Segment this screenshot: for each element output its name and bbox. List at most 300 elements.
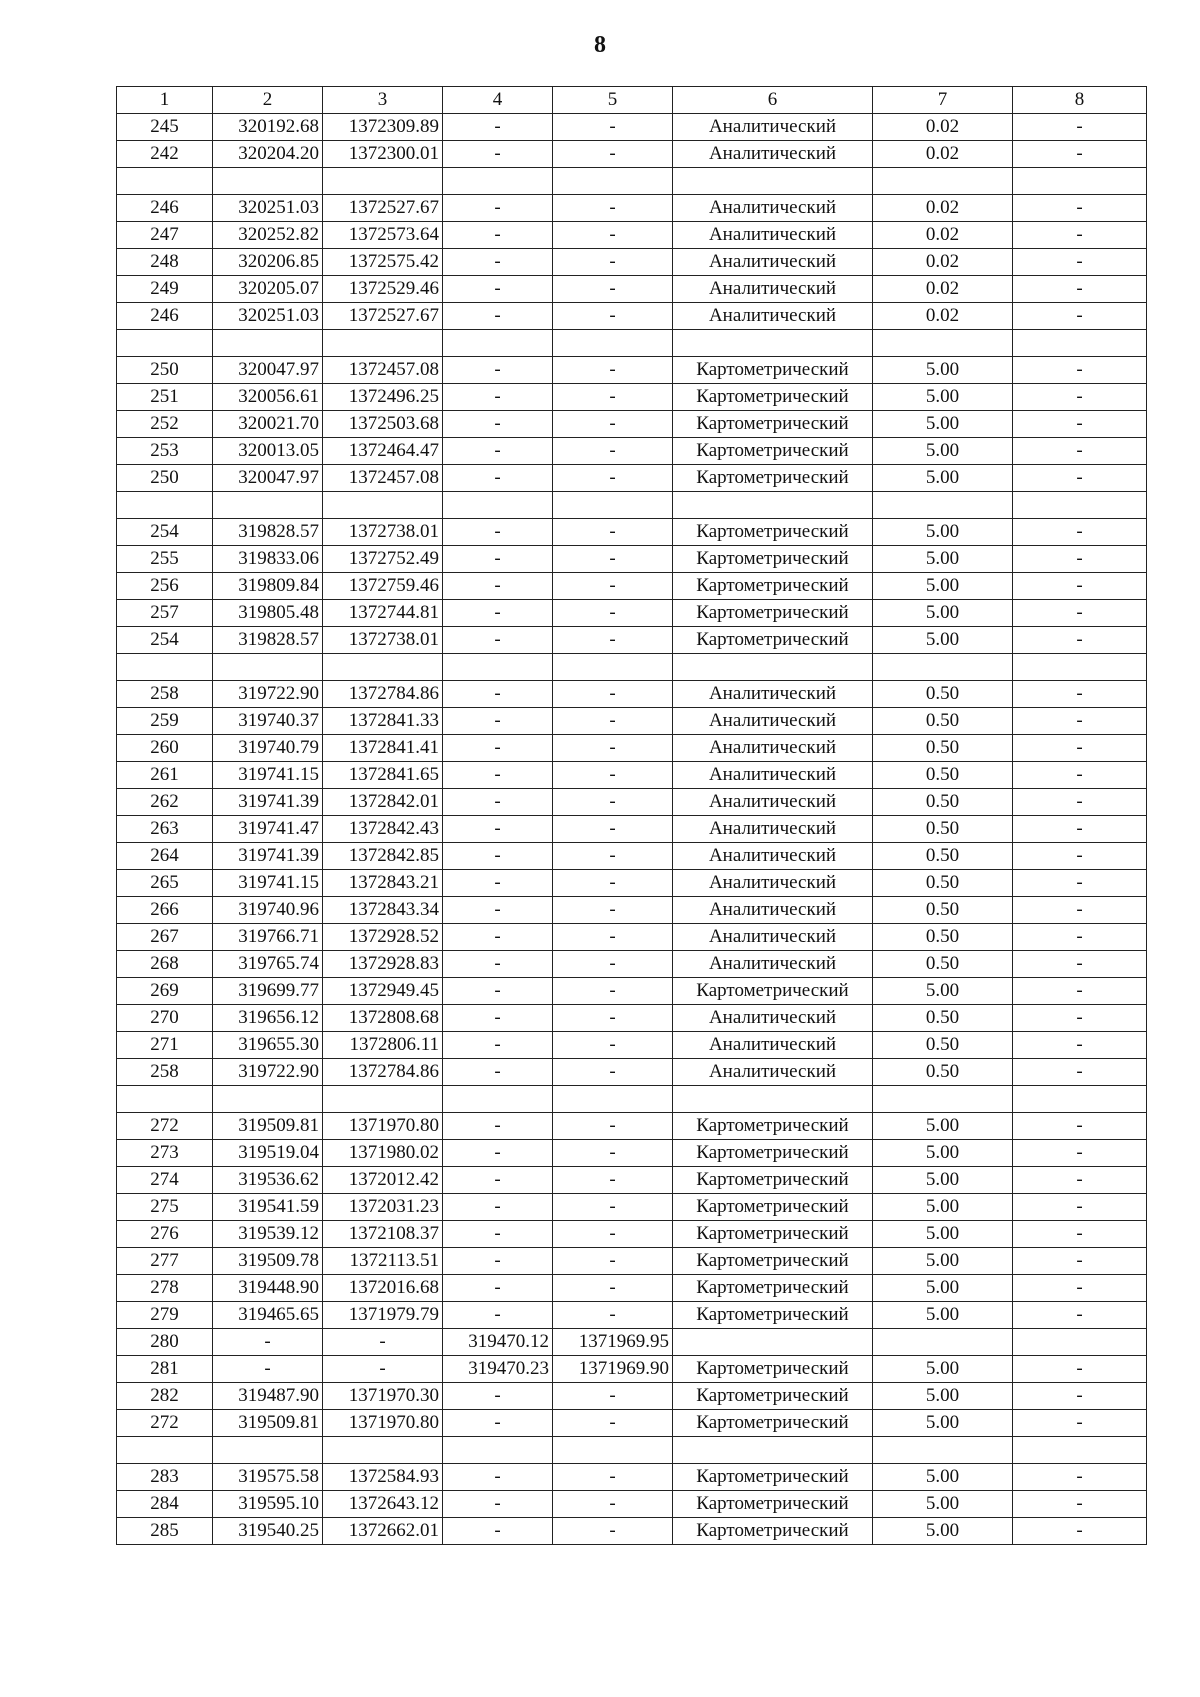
table-cell-col-2: 320205.07: [213, 276, 323, 303]
table-row: [117, 843, 1147, 870]
page-number: 8: [594, 32, 606, 58]
table-cell-col-5: -: [553, 141, 673, 168]
table-row: [117, 600, 1147, 627]
table-cell-col-3: 1372842.85: [323, 843, 443, 870]
table-cell-col-6: Картометрический: [673, 1167, 873, 1194]
table-cell-col-3: [323, 168, 443, 195]
table-cell-col-2: 319536.62: [213, 1167, 323, 1194]
header-cell-3: 3: [323, 87, 443, 114]
table-cell-col-2: 320192.68: [213, 114, 323, 141]
table-cell-col-2: 319539.12: [213, 1221, 323, 1248]
table-cell-col-1: 253: [117, 438, 213, 465]
table-cell-col-4: -: [443, 870, 553, 897]
table-cell-col-7: 0.50: [873, 897, 1013, 924]
table-cell-col-4: -: [443, 1248, 553, 1275]
table-cell-col-8: -: [1013, 222, 1147, 249]
table-cell-col-3: [323, 654, 443, 681]
table-row: [117, 222, 1147, 249]
table-cell-col-3: 1372300.01: [323, 141, 443, 168]
table-cell-col-2: 319741.47: [213, 816, 323, 843]
table-cell-col-5: [553, 1086, 673, 1113]
table-cell-col-2: 319540.25: [213, 1518, 323, 1545]
table-cell-col-2: 319509.81: [213, 1113, 323, 1140]
table-cell-col-2: 319740.79: [213, 735, 323, 762]
table-cell-col-5: -: [553, 600, 673, 627]
table-cell-col-7: 5.00: [873, 1518, 1013, 1545]
table-cell-col-1: 250: [117, 465, 213, 492]
table-cell-col-3: 1372529.46: [323, 276, 443, 303]
table-cell-col-2: 319722.90: [213, 1059, 323, 1086]
header-cell-5: 5: [553, 87, 673, 114]
table-cell-col-8: -: [1013, 762, 1147, 789]
table-cell-col-2: 320251.03: [213, 195, 323, 222]
table-cell-col-8: -: [1013, 1491, 1147, 1518]
table-cell-col-3: 1372012.42: [323, 1167, 443, 1194]
table-cell-col-3: 1371979.79: [323, 1302, 443, 1329]
table-cell-col-7: 0.02: [873, 114, 1013, 141]
table-cell-col-1: 251: [117, 384, 213, 411]
table-cell-col-8: -: [1013, 951, 1147, 978]
table-cell-col-6: Картометрический: [673, 519, 873, 546]
table-row: [117, 303, 1147, 330]
table-cell-col-3: 1372575.42: [323, 249, 443, 276]
table-cell-col-5: -: [553, 681, 673, 708]
table-cell-col-5: -: [553, 1275, 673, 1302]
table-cell-col-8: -: [1013, 114, 1147, 141]
table-cell-col-3: 1372842.01: [323, 789, 443, 816]
table-cell-col-3: 1372496.25: [323, 384, 443, 411]
table-cell-col-3: 1372464.47: [323, 438, 443, 465]
table-cell-col-6: Картометрический: [673, 411, 873, 438]
table-cell-col-7: 0.50: [873, 708, 1013, 735]
table-cell-col-7: 5.00: [873, 546, 1013, 573]
table-cell-col-7: 0.02: [873, 222, 1013, 249]
separator-row: [117, 654, 1147, 681]
table-cell-col-7: [873, 168, 1013, 195]
table-cell-col-4: -: [443, 924, 553, 951]
table-cell-col-6: Картометрический: [673, 573, 873, 600]
table-cell-col-1: 266: [117, 897, 213, 924]
table-cell-col-1: 282: [117, 1383, 213, 1410]
table-row: [117, 681, 1147, 708]
table-cell-col-8: -: [1013, 303, 1147, 330]
table-cell-col-8: -: [1013, 1356, 1147, 1383]
table-cell-col-8: -: [1013, 843, 1147, 870]
table-cell-col-4: -: [443, 627, 553, 654]
table-cell-col-1: 258: [117, 1059, 213, 1086]
table-cell-col-5: -: [553, 627, 673, 654]
table-cell-col-4: -: [443, 1194, 553, 1221]
table-cell-col-1: 273: [117, 1140, 213, 1167]
table-cell-col-4: -: [443, 789, 553, 816]
table-cell-col-6: Аналитический: [673, 789, 873, 816]
table-cell-col-3: -: [323, 1329, 443, 1356]
table-cell-col-1: 247: [117, 222, 213, 249]
table-body: [117, 114, 1147, 1545]
table-cell-col-5: -: [553, 1059, 673, 1086]
table-cell-col-4: [443, 492, 553, 519]
table-cell-col-5: -: [553, 1140, 673, 1167]
separator-row: [117, 1437, 1147, 1464]
table-cell-col-7: 5.00: [873, 1194, 1013, 1221]
table-cell-col-6: Картометрический: [673, 1491, 873, 1518]
table-cell-col-5: -: [553, 411, 673, 438]
table-cell-col-2: 319809.84: [213, 573, 323, 600]
table-cell-col-6: Аналитический: [673, 195, 873, 222]
table-cell-col-3: 1372031.23: [323, 1194, 443, 1221]
table-row: [117, 1356, 1147, 1383]
table-cell-col-1: 265: [117, 870, 213, 897]
table-cell-col-8: -: [1013, 978, 1147, 1005]
table-cell-col-7: 5.00: [873, 519, 1013, 546]
table-cell-col-8: -: [1013, 1464, 1147, 1491]
table-cell-col-1: [117, 654, 213, 681]
table-cell-col-2: [213, 1086, 323, 1113]
table-cell-col-2: [213, 654, 323, 681]
table-row: [117, 789, 1147, 816]
table-cell-col-8: [1013, 654, 1147, 681]
table-cell-col-7: 5.00: [873, 1275, 1013, 1302]
table-cell-col-2: -: [213, 1329, 323, 1356]
table-cell-col-6: Картометрический: [673, 600, 873, 627]
table-cell-col-6: Аналитический: [673, 1005, 873, 1032]
table-cell-col-5: -: [553, 951, 673, 978]
table-cell-col-2: [213, 330, 323, 357]
table-cell-col-2: 319765.74: [213, 951, 323, 978]
table-row: [117, 1302, 1147, 1329]
table-row: [117, 978, 1147, 1005]
table-cell-col-8: -: [1013, 573, 1147, 600]
table-cell-col-7: 0.50: [873, 789, 1013, 816]
table-cell-col-5: -: [553, 708, 673, 735]
table-cell-col-7: 0.50: [873, 816, 1013, 843]
table-row: [117, 411, 1147, 438]
table-cell-col-4: -: [443, 600, 553, 627]
table-cell-col-4: -: [443, 762, 553, 789]
table-cell-col-2: 320047.97: [213, 357, 323, 384]
table-cell-col-5: -: [553, 978, 673, 1005]
table-cell-col-2: 319448.90: [213, 1275, 323, 1302]
table-cell-col-1: 284: [117, 1491, 213, 1518]
table-cell-col-5: -: [553, 546, 673, 573]
table-cell-col-4: -: [443, 1302, 553, 1329]
table-cell-col-6: [673, 330, 873, 357]
table-cell-col-7: 0.50: [873, 735, 1013, 762]
table-cell-col-3: 1372949.45: [323, 978, 443, 1005]
table-cell-col-8: -: [1013, 384, 1147, 411]
table-row: [117, 1140, 1147, 1167]
table-cell-col-7: [873, 1329, 1013, 1356]
table-cell-col-2: 319509.81: [213, 1410, 323, 1437]
table-cell-col-4: 319470.12: [443, 1329, 553, 1356]
table-cell-col-8: -: [1013, 708, 1147, 735]
table-cell-col-1: 277: [117, 1248, 213, 1275]
table-cell-col-8: -: [1013, 249, 1147, 276]
table-cell-col-1: 255: [117, 546, 213, 573]
table-cell-col-2: 320021.70: [213, 411, 323, 438]
table-cell-col-3: 1372108.37: [323, 1221, 443, 1248]
table-cell-col-6: Картометрический: [673, 1356, 873, 1383]
table-cell-col-7: 5.00: [873, 627, 1013, 654]
table-cell-col-1: 270: [117, 1005, 213, 1032]
table-cell-col-8: -: [1013, 1302, 1147, 1329]
table-cell-col-8: -: [1013, 1518, 1147, 1545]
table-cell-col-4: -: [443, 1113, 553, 1140]
table-cell-col-4: -: [443, 195, 553, 222]
table-cell-col-2: [213, 492, 323, 519]
table-cell-col-2: 319828.57: [213, 627, 323, 654]
table-row: [117, 1167, 1147, 1194]
table-cell-col-4: -: [443, 1275, 553, 1302]
table-cell-col-7: 5.00: [873, 1248, 1013, 1275]
table-cell-col-1: 272: [117, 1410, 213, 1437]
table-cell-col-5: -: [553, 870, 673, 897]
table-row: [117, 1518, 1147, 1545]
table-cell-col-1: 250: [117, 357, 213, 384]
table-row: [117, 1005, 1147, 1032]
table-cell-col-3: 1372784.86: [323, 681, 443, 708]
table-cell-col-1: 260: [117, 735, 213, 762]
table-cell-col-8: -: [1013, 1005, 1147, 1032]
header-cell-2: 2: [213, 87, 323, 114]
table-cell-col-1: 278: [117, 1275, 213, 1302]
table-cell-col-3: 1372738.01: [323, 627, 443, 654]
table-cell-col-5: -: [553, 1302, 673, 1329]
table-cell-col-2: 319595.10: [213, 1491, 323, 1518]
separator-row: [117, 168, 1147, 195]
table-cell-col-4: [443, 1086, 553, 1113]
table-cell-col-6: Аналитический: [673, 951, 873, 978]
table-cell-col-1: [117, 1437, 213, 1464]
table-cell-col-8: [1013, 1437, 1147, 1464]
table-cell-col-5: 1371969.95: [553, 1329, 673, 1356]
table-cell-col-1: 272: [117, 1113, 213, 1140]
table-cell-col-7: 0.50: [873, 1032, 1013, 1059]
table-cell-col-7: 0.02: [873, 276, 1013, 303]
table-cell-col-8: -: [1013, 924, 1147, 951]
table-cell-col-4: -: [443, 384, 553, 411]
table-cell-col-1: 279: [117, 1302, 213, 1329]
table-cell-col-4: -: [443, 573, 553, 600]
table-cell-col-8: -: [1013, 1140, 1147, 1167]
table-cell-col-4: -: [443, 951, 553, 978]
table-cell-col-7: [873, 1437, 1013, 1464]
table-cell-col-6: [673, 492, 873, 519]
table-cell-col-2: 319741.39: [213, 843, 323, 870]
table-cell-col-8: -: [1013, 546, 1147, 573]
table-cell-col-8: [1013, 330, 1147, 357]
table-cell-col-1: 283: [117, 1464, 213, 1491]
table-row: [117, 1248, 1147, 1275]
table-cell-col-1: 261: [117, 762, 213, 789]
table-cell-col-3: 1371970.80: [323, 1113, 443, 1140]
table-row: [117, 627, 1147, 654]
header-cell-7: 7: [873, 87, 1013, 114]
table-cell-col-6: Аналитический: [673, 924, 873, 951]
table-cell-col-4: -: [443, 843, 553, 870]
table-cell-col-8: -: [1013, 357, 1147, 384]
table-cell-col-2: 319541.59: [213, 1194, 323, 1221]
table-cell-col-3: 1372928.52: [323, 924, 443, 951]
table-cell-col-4: -: [443, 1032, 553, 1059]
table-cell-col-7: 5.00: [873, 1167, 1013, 1194]
table-cell-col-7: 5.00: [873, 600, 1013, 627]
table-cell-col-8: -: [1013, 735, 1147, 762]
separator-row: [117, 1086, 1147, 1113]
table-row: [117, 1194, 1147, 1221]
table-cell-col-3: 1371970.30: [323, 1383, 443, 1410]
table-cell-col-4: [443, 1437, 553, 1464]
table-cell-col-2: [213, 168, 323, 195]
table-cell-col-6: Картометрический: [673, 1275, 873, 1302]
table-row: [117, 1329, 1147, 1356]
table-row: [117, 897, 1147, 924]
table-cell-col-8: -: [1013, 1275, 1147, 1302]
table-cell-col-2: 319828.57: [213, 519, 323, 546]
table-cell-col-8: -: [1013, 141, 1147, 168]
table-cell-col-2: 319741.15: [213, 762, 323, 789]
table-cell-col-3: 1372503.68: [323, 411, 443, 438]
table-cell-col-5: 1371969.90: [553, 1356, 673, 1383]
table-cell-col-8: -: [1013, 465, 1147, 492]
table-cell-col-7: [873, 654, 1013, 681]
table-cell-col-4: -: [443, 708, 553, 735]
table-cell-col-1: 249: [117, 276, 213, 303]
table-cell-col-3: 1372309.89: [323, 114, 443, 141]
table-cell-col-7: 5.00: [873, 1113, 1013, 1140]
table-cell-col-7: 0.50: [873, 681, 1013, 708]
table-cell-col-8: -: [1013, 1059, 1147, 1086]
table-row: [117, 1221, 1147, 1248]
table-cell-col-5: -: [553, 735, 673, 762]
table-cell-col-2: 319766.71: [213, 924, 323, 951]
table-cell-col-1: 257: [117, 600, 213, 627]
table-cell-col-6: Аналитический: [673, 1059, 873, 1086]
table-row: [117, 546, 1147, 573]
table-cell-col-4: -: [443, 735, 553, 762]
table-cell-col-4: -: [443, 1491, 553, 1518]
table-cell-col-5: -: [553, 573, 673, 600]
table-cell-col-5: -: [553, 816, 673, 843]
table-cell-col-4: -: [443, 303, 553, 330]
table-cell-col-5: [553, 492, 673, 519]
table-cell-col-7: 5.00: [873, 1356, 1013, 1383]
table-cell-col-5: [553, 168, 673, 195]
table-cell-col-3: 1372643.12: [323, 1491, 443, 1518]
table-cell-col-3: 1372843.34: [323, 897, 443, 924]
table-cell-col-2: 320206.85: [213, 249, 323, 276]
table-cell-col-6: Аналитический: [673, 843, 873, 870]
table-cell-col-5: -: [553, 276, 673, 303]
table-row: [117, 870, 1147, 897]
table-cell-col-4: -: [443, 519, 553, 546]
table-cell-col-6: Картометрический: [673, 1518, 873, 1545]
table-cell-col-3: [323, 1437, 443, 1464]
table-cell-col-1: 268: [117, 951, 213, 978]
table-cell-col-5: -: [553, 357, 673, 384]
table-cell-col-4: -: [443, 1383, 553, 1410]
table-cell-col-3: 1372841.65: [323, 762, 443, 789]
table-cell-col-4: -: [443, 249, 553, 276]
table-cell-col-7: 0.50: [873, 951, 1013, 978]
table-cell-col-6: [673, 1329, 873, 1356]
table-row: [117, 762, 1147, 789]
table-cell-col-3: 1372806.11: [323, 1032, 443, 1059]
table-cell-col-2: 319656.12: [213, 1005, 323, 1032]
table-row: [117, 519, 1147, 546]
table-cell-col-5: -: [553, 843, 673, 870]
table-cell-col-2: 319741.39: [213, 789, 323, 816]
table-cell-col-8: -: [1013, 438, 1147, 465]
table-cell-col-5: [553, 1437, 673, 1464]
table-cell-col-3: 1372744.81: [323, 600, 443, 627]
table-cell-col-3: 1372584.93: [323, 1464, 443, 1491]
table-cell-col-6: Аналитический: [673, 276, 873, 303]
table-cell-col-7: 5.00: [873, 1302, 1013, 1329]
table-cell-col-8: -: [1013, 411, 1147, 438]
table-cell-col-5: -: [553, 1221, 673, 1248]
table-row: [117, 708, 1147, 735]
table-cell-col-3: 1372662.01: [323, 1518, 443, 1545]
table-cell-col-6: Картометрический: [673, 1248, 873, 1275]
table-cell-col-2: 319655.30: [213, 1032, 323, 1059]
table-cell-col-5: -: [553, 1383, 673, 1410]
table-cell-col-3: [323, 330, 443, 357]
table-cell-col-7: [873, 1086, 1013, 1113]
table-cell-col-6: Картометрический: [673, 1302, 873, 1329]
table-cell-col-5: -: [553, 114, 673, 141]
table-cell-col-2: 320013.05: [213, 438, 323, 465]
table-cell-col-1: 274: [117, 1167, 213, 1194]
header-cell-1: 1: [117, 87, 213, 114]
table-cell-col-6: Картометрический: [673, 438, 873, 465]
table-cell-col-2: 320251.03: [213, 303, 323, 330]
table-cell-col-2: 319740.37: [213, 708, 323, 735]
table-cell-col-6: Картометрический: [673, 1140, 873, 1167]
table-cell-col-2: 319722.90: [213, 681, 323, 708]
table-cell-col-1: 246: [117, 303, 213, 330]
table-cell-col-8: -: [1013, 600, 1147, 627]
table-cell-col-7: 0.02: [873, 303, 1013, 330]
table-row: [117, 573, 1147, 600]
table-cell-col-6: Аналитический: [673, 762, 873, 789]
table-cell-col-1: 242: [117, 141, 213, 168]
table-cell-col-6: Картометрический: [673, 357, 873, 384]
table-cell-col-6: Аналитический: [673, 303, 873, 330]
table-cell-col-3: 1372841.41: [323, 735, 443, 762]
table-cell-col-6: Аналитический: [673, 708, 873, 735]
table-cell-col-6: Аналитический: [673, 897, 873, 924]
table-cell-col-5: -: [553, 222, 673, 249]
table-cell-col-4: -: [443, 681, 553, 708]
table-row: [117, 114, 1147, 141]
table-cell-col-8: -: [1013, 276, 1147, 303]
table-cell-col-6: [673, 168, 873, 195]
table-cell-col-6: Картометрический: [673, 978, 873, 1005]
table-cell-col-5: -: [553, 1194, 673, 1221]
table-cell-col-2: 319805.48: [213, 600, 323, 627]
table-cell-col-7: 5.00: [873, 384, 1013, 411]
table-row: [117, 1464, 1147, 1491]
table-cell-col-6: Аналитический: [673, 735, 873, 762]
table-cell-col-4: -: [443, 357, 553, 384]
table-cell-col-7: 5.00: [873, 1221, 1013, 1248]
table-cell-col-1: 280: [117, 1329, 213, 1356]
table-cell-col-4: [443, 654, 553, 681]
table-cell-col-2: -: [213, 1356, 323, 1383]
table-cell-col-4: -: [443, 114, 553, 141]
table-row: [117, 735, 1147, 762]
